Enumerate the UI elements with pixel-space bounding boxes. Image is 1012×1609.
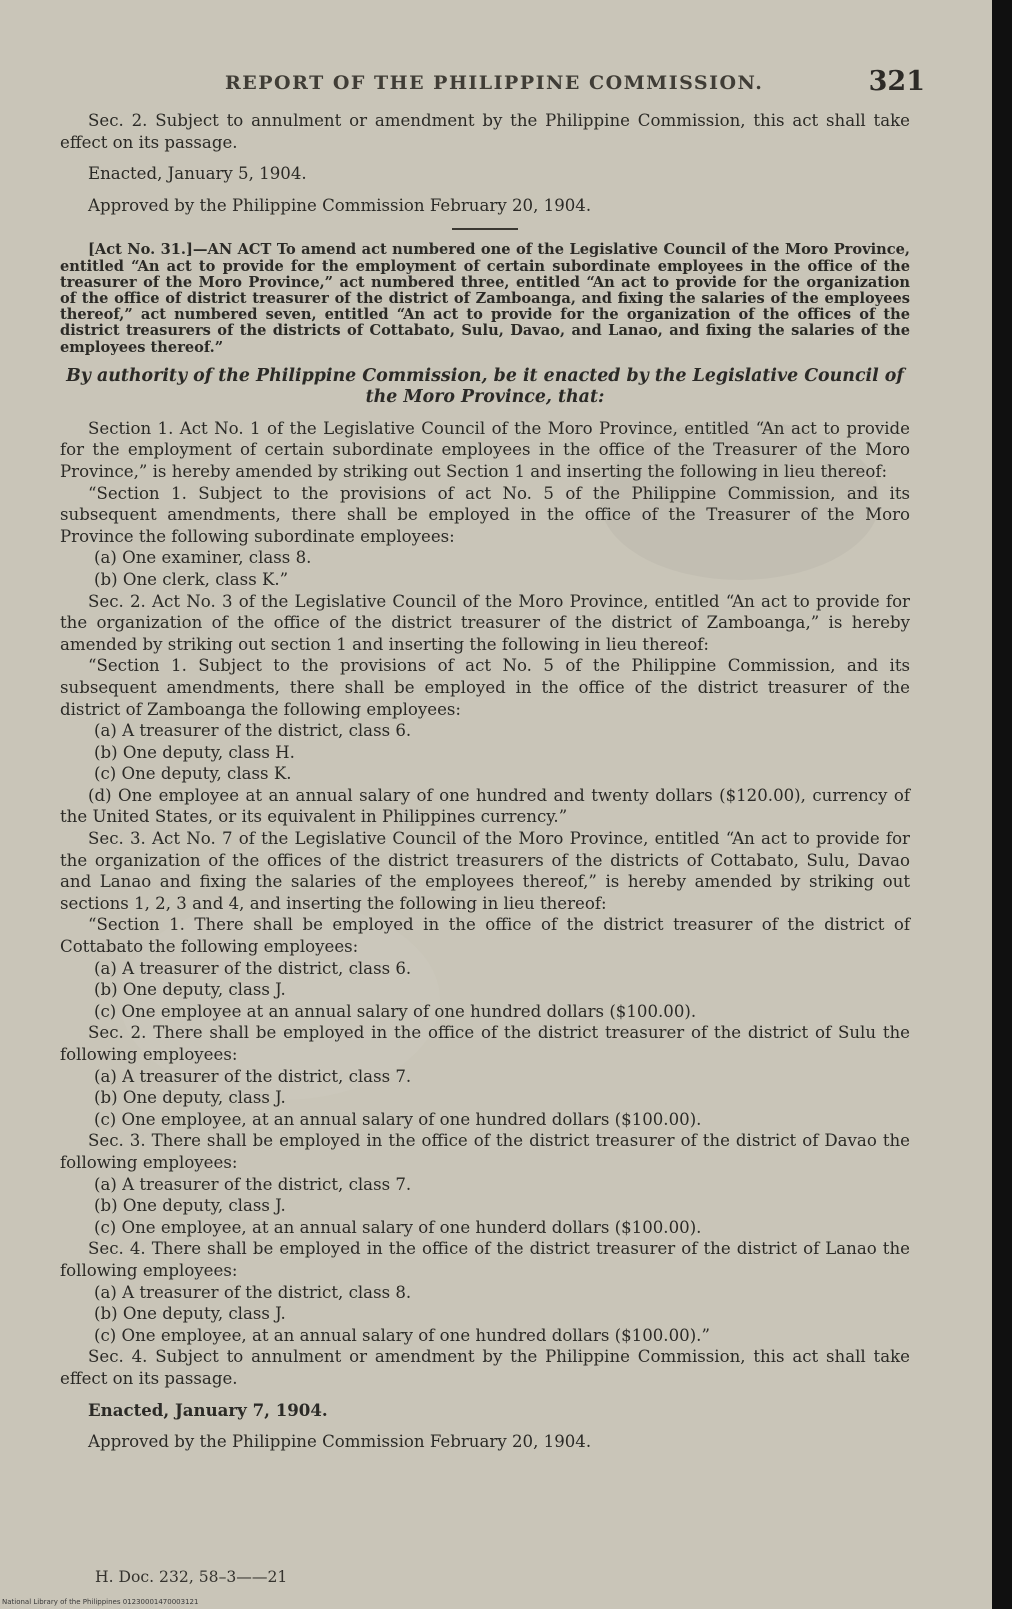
list-item: (c) One employee, at an annual salary of one hunderd dollars ($100.00). [94,1217,702,1237]
paragraph: Sec. 2. Subject to annulment or amendment by the Philippine Commission, this act shall take effect on its passage. [60,111,910,152]
list-item: (a) A treasurer of the district, class 7. [94,1066,412,1086]
list-item: (a) A treasurer of the district, class 8. [94,1282,412,1302]
approval-line: Approved by the Philippine Commission February 20, 1904. [88,195,592,215]
running-title: REPORT OF THE PHILIPPINE COMMISSION. [225,72,764,94]
list-item: (a) A treasurer of the district, class 6. [94,958,412,978]
enacted-date: Enacted, January 7, 1904. [88,1399,328,1420]
enacting-clause: By authority of the Philippine Commission, be it enacted by the Legislative Council of the Moro Province, that: [66,365,904,407]
approval-line: Approved by the Philippine Commission February 20, 1904. [88,1432,592,1452]
section-3-quote-2: Sec. 2. There shall be employed in the office of the district treasurer of the district of Sulu the following employees: [60,1023,910,1065]
section-4: Sec. 4. Subject to annulment or amendment by the Philippine Commission, this act shall take effect on its passage. [60,1347,910,1388]
enacted-date: Enacted, January 5, 1904. [88,164,307,184]
section-2: Sec. 2. Act No. 3 of the Legislative Council of the Moro Province, entitled “An act to provide for the organization of the office of the district treasurer of the district of Zamboanga,” is hereby amended by striking out section 1 and inserting the following in lieu thereof: [60,591,910,654]
section-2-quote: “Section 1. Subject to the provisions of act No. 5 of the Philippine Commission, and its subsequent amendments, there shall be employed in the office of the district treasurer of the district of Zamboanga the following employees: [60,656,910,719]
list-item: (a) One examiner, class 8. [94,548,312,568]
section-1-quote: “Section 1. Subject to the provisions of act No. 5 of the Philippine Commission, and its subsequent amendments, there shall be employed in the office of the Treasurer of the Moro Province the following subordinate employees: [60,483,910,546]
digitization-note: National Library of the Philippines 01230001470003121 [2,1598,199,1606]
list-item: (b) One deputy, class J. [94,980,286,1000]
section-3-quote-4: Sec. 4. There shall be employed in the office of the district treasurer of the district of Lanao the following employees: [60,1239,910,1280]
section-3-quote-1: “Section 1. There shall be employed in the office of the district treasurer of the district of Cottabato the following employees: [60,915,910,957]
page-body [60,110,910,1453]
page-number: 321 [868,66,925,97]
list-item: (c) One employee, at an annual salary of one hundred dollars ($100.00). [94,1109,702,1129]
act-heading: [Act No. 31.]—AN ACT To amend act numbered one of the Legislative Council of the Moro Province, entitled “An act to provide for the employment of certain subordinate employees in the office of the treasurer of the Moro Province,” act numbered three, entitled “An act to provide for the organization of the office of district treasurer of the district of Zamboanga, and fixing the salaries of the employees thereof,” act numbered seven, entitled “An act to provide for the organization of the offices of the district treasurers of the districts of Cottabato, Sulu, Davao, and Lanao, and fixing the salaries of the employees thereof.” [60,241,910,356]
section-3-quote-3: Sec. 3. There shall be employed in the office of the district treasurer of the district of Davao the following employees: [60,1131,910,1172]
list-item: (b) One deputy, class J. [94,1196,286,1216]
section-1: Section 1. Act No. 1 of the Legislative Council of the Moro Province, entitled “An act to provide for the employment of certain subordinate employees in the office of the Treasurer of the Moro Province,” is hereby amended by striking out Section 1 and inserting the following in lieu thereof: [60,418,910,481]
section-3: Sec. 3. Act No. 7 of the Legislative Council of the Moro Province, entitled “An act to provide for the organization of the offices of the district treasurers of the districts of Cottabato, Sulu, Davao and Lanao and fixing the salaries of the employees thereof,” is hereby amended by striking out sections 1, 2, 3 and 4, and inserting the following in lieu thereof: [60,829,910,913]
list-item: (d) One employee at an annual salary of one hundred and twenty dollars ($120.00), currency of the United States, or its equivalent in Philippines currency.” [60,785,910,827]
list-item: (a) A treasurer of the district, class 7. [94,1174,412,1194]
list-item: (c) One employee at an annual salary of one hundred dollars ($100.00). [94,1001,697,1021]
list-item: (c) One employee, at an annual salary of one hundred dollars ($100.00).” [94,1325,710,1345]
list-item: (b) One deputy, class H. [94,742,295,762]
section-divider [452,228,518,230]
document-reference: H. Doc. 232, 58–3——21 [95,1568,288,1586]
scan-border [992,0,1012,1609]
list-item: (c) One deputy, class K. [94,764,292,784]
list-item: (a) A treasurer of the district, class 6. [94,721,412,741]
list-item: (b) One clerk, class K.” [94,569,289,589]
list-item: (b) One deputy, class J. [94,1304,286,1324]
list-item: (b) One deputy, class J. [94,1088,286,1108]
page-header [225,66,925,102]
